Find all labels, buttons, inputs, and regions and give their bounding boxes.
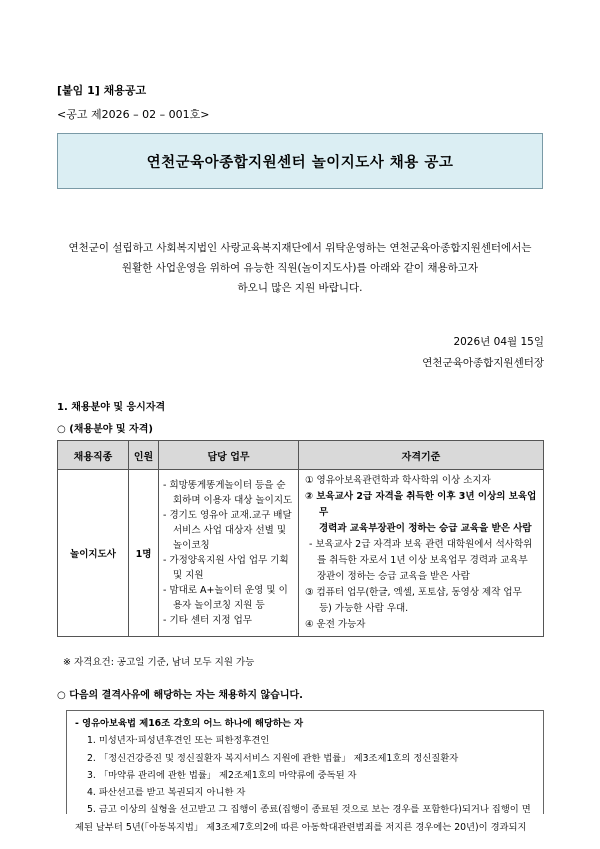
issuer: 연천군육아종합지원센터장 — [422, 357, 544, 369]
intro-line: 연천군이 설립하고 사회복지법인 사랑교육복지재단에서 위탁운영하는 연천군육아종합지원센터에서는 — [68, 242, 532, 254]
attachment-label: [붙임 1] 채용공고 — [57, 84, 147, 97]
duty-item: - 희망똥게똥게놀이터 등을 순회하며 이용자 대상 놀이지도 — [163, 480, 293, 506]
duty-item: - 맘대로 A+놀이터 운영 및 이용자 놀이코칭 지원 등 — [163, 585, 288, 611]
duty-item: - 경기도 영유아 교재.교구 배달서비스 사업 대상자 선별 및 놀이코칭 — [163, 510, 292, 551]
title-box — [57, 133, 543, 189]
disqualification-item: 2. 「정신건강증진 및 정신질환자 복지서비스 지원에 관한 법률」 제3조제1호의 정신질환자 — [87, 752, 459, 764]
section2-heading: ○ 다음의 결격사유에 해당하는 자는 채용하지 않습니다. — [57, 690, 303, 701]
qual-item: 경력과 교육부장관이 정하는 승급 교육을 받은 사람 — [319, 523, 532, 534]
header-job: 채용직종 — [58, 441, 129, 470]
disqualification-item: 4. 파산선고를 받고 복권되지 아니한 자 — [87, 787, 246, 799]
eligibility-note: ※ 자격요건: 공고일 기준, 남녀 모두 지원 가능 — [63, 657, 255, 668]
job-cell: 놀이지도사 — [58, 470, 129, 637]
qual-item: - 보육교사 2급 자격과 보육 관련 대학원에서 석사학위를 취득한 자로서 1년 이상 보육업무 경력과 교육부 장관이 정하는 승급 교육을 받은 사람 — [309, 539, 533, 582]
header-count: 인원 — [129, 441, 159, 470]
table-row — [58, 470, 544, 637]
notice-date: 2026년 04월 15일 — [453, 336, 544, 348]
section1-heading: 1. 채용분야 및 응시자격 — [57, 402, 166, 413]
duty-item: - 기타 센터 지정 업무 — [163, 615, 252, 626]
qualifications-cell — [299, 470, 544, 637]
recruitment-table — [57, 440, 544, 637]
disqualification-item: 3. 「마약류 관리에 관한 법률」 제2조제1호의 마약류에 중독된 자 — [87, 769, 357, 781]
table-header-row — [58, 441, 544, 470]
duty-item: - 가정양육지원 사업 업무 기획 및 지원 — [163, 555, 289, 581]
qual-item: ④ 운전 가능자 — [305, 619, 366, 630]
intro-line: 하오니 많은 지원 바랍니다. — [237, 282, 363, 294]
notice-number: <공고 제2026 – 02 – 001호> — [57, 108, 210, 121]
disqualification-item: 5. 금고 이상의 실형을 선고받고 그 집행이 종료(집행이 종료된 것으로 보는 경우를 포함한다)되거나 집행이 면 — [87, 804, 531, 816]
section1-subheading: ○ (채용분야 및 자격) — [57, 424, 153, 435]
intro-line: 원활한 사업운영을 위하여 유능한 직원(놀이지도사)를 아래와 같이 채용하고자 — [121, 262, 479, 274]
disqualification-item: 1. 미성년자·피성년후견인 또는 피한정후견인 — [87, 735, 270, 747]
disqualification-item: 제된 날부터 5년(「아동복지법」 제3조제7호의2에 따른 아동학대관련범죄를 저지른 경우에는 20년)이 경과되지 — [75, 821, 527, 833]
intro-paragraph — [57, 238, 543, 298]
duties-cell — [159, 470, 299, 637]
qual-item: ② 보육교사 2급 자격을 취득한 이후 3년 이상의 보육업무 — [305, 491, 537, 518]
header-qualifications: 자격기준 — [299, 441, 544, 470]
disqualification-box — [66, 710, 544, 833]
page-title: 연천군육아종합지원센터 놀이지도사 채용 공고 — [146, 154, 454, 171]
qual-item: ③ 컴퓨터 업무(한글, 엑셀, 포토샵, 동영상 제작 업무 등) 가능한 사람 우대. — [305, 587, 522, 614]
qual-item: ① 영유아보육관련학과 학사학위 이상 소지자 — [305, 475, 491, 486]
disqualification-heading: - 영유아보육법 제16조 각호의 어느 하나에 해당하는 자 — [75, 718, 304, 729]
count-cell: 1명 — [129, 470, 159, 637]
header-duties: 담당 업무 — [159, 441, 299, 470]
